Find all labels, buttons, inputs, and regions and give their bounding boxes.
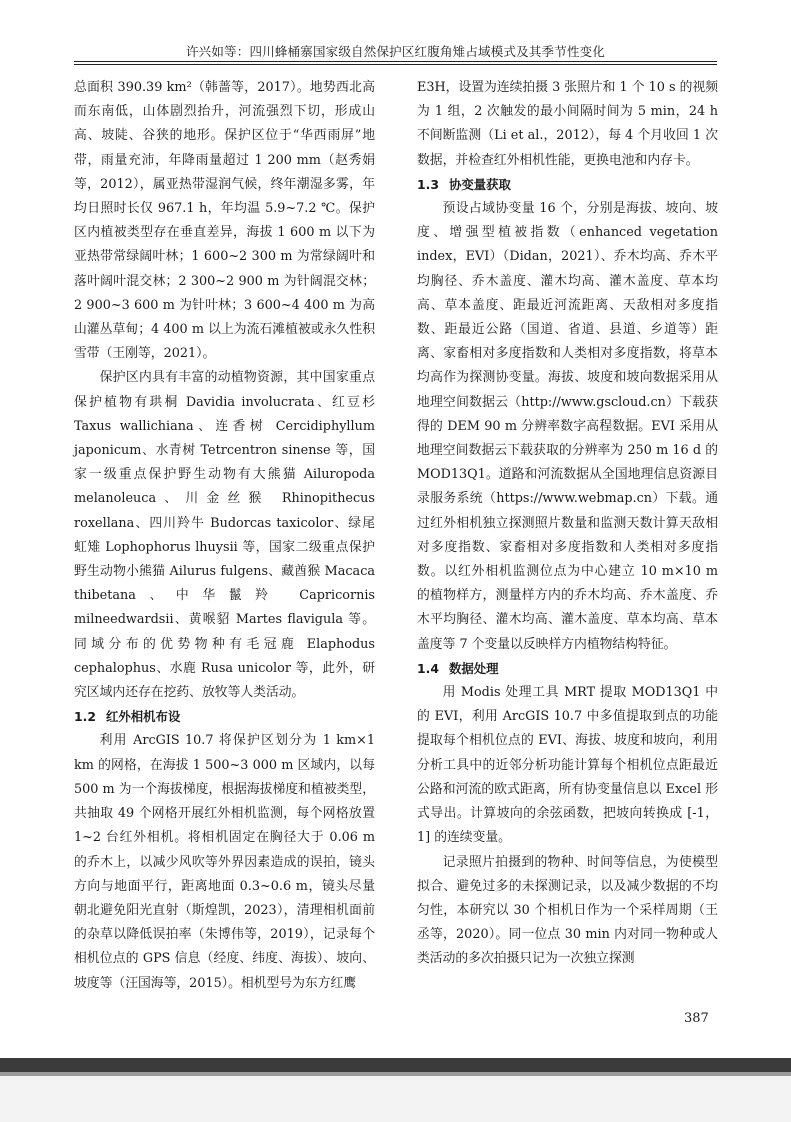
section-heading-1-3 xyxy=(417,173,718,197)
section-number: 1.2 xyxy=(74,709,96,725)
running-title: 许兴如等：四川蜂桶寨国家级自然保护区红腹角雉占域模式及其季节性变化 xyxy=(185,44,606,59)
page-number: 387 xyxy=(684,1011,709,1026)
viewer-bottom-edge xyxy=(0,1072,791,1076)
section-number: 1.3 xyxy=(417,176,439,192)
paragraph-sampling-period: 记录照片拍摄到的物种、时间等信息，为使模型拟合、避免过多的未探测记录，以及减少数据的不均匀性，本研究以 30 个相机日作为一个采样周期（王丞等，2020）。同一位点 30 min 内对同一物种或人类活动的多次拍摄只记为一次独立探测 xyxy=(417,854,718,967)
viewer-bottom-bar xyxy=(0,1058,791,1072)
section-title: 红外相机布设 xyxy=(106,709,181,725)
paragraph-camera-settings: E3H，设置为连续拍摄 3 张照片和 1 个 10 s 的视频为 1 组，2 次触发的最小间隔时间为 5 min，24 h 不间断监测（Li et al.，2012），每 4 个月收回 1 次数据，并检查红外相机性能，更换电池和内存卡。 xyxy=(417,80,719,168)
left-column xyxy=(74,76,375,996)
header-rule-thick xyxy=(74,61,717,62)
paragraph-fauna-flora: 保护区内具有丰富的动植物资源，其中国家重点保护植物有珙桐 Davidia involucrata、红豆杉 Taxus wallichiana、连香树 Cercidiphyllum japonicum、水青树 Tetrcentron sinense 等，国家一级重点保护野生动物有大熊猫 Ailuropoda melanoleuca、川金丝猴 Rhinopithecus roxellana、四川羚牛 Budorcas taxicolor、绿尾虹雉 Lophophorus lhuysii 等，国家二级重点保护野生动物小熊猫 Ailurus fulgens、藏酋猴 Macaca thibetana、中华鬣羚 Capricornis milneedwardsii、黄喉貂 Martes flavigula 等。同域分布的优势物种有毛冠鹿 Elaphodus cephalophus、水鹿 Rusa unicolor 等，此外，研究区域内还存在挖药、放牧等人类活动。 xyxy=(74,370,375,701)
paragraph-covariates: 预设占域协变量 16 个，分别是海拔、坡向、坡度、增强型植被指数（enhanced vegetation index，EVI）（Didan，2021）、乔木均高、乔木平均胸径、乔木盖度、灌木均高、灌木盖度、草本均高、草本盖度、距最近河流距离、天敌相对多度指数、距最近公路（国道、省道、县道、乡道等）距离、家畜相对多度指数和人类相对多度指数，将草本均高作为探测协变量。海拔、坡度和坡向数据采用从地理空间数据云（http://www.gscloud.cn）下载获得的 DEM 90 m 分辨率数字高程数据。EVI 采用从地理空间数据云下载获取的分辨率为 250 m 16 d 的 MOD13Q1。道路和河流数据从全国地理信息资源目录服务系统（https://www.webmap.cn）下载。通过红外相机独立探测照片数量和监测天数计算天敌相对多度指数、家畜相对多度指数和人类相对多度指数。以红外相机监测位点为中心建立 10 m×10 m 的植物样方，测量样方内的乔木均高、乔木盖度、乔木平均胸径、灌木均高、灌木盖度、草本均高、草本盖度等 7 个变量以反映样方内植物结构特征。 xyxy=(417,201,718,652)
section-heading-1-2 xyxy=(74,705,375,729)
section-title: 协变量获取 xyxy=(449,176,511,192)
paragraph-data-processing: 用 Modis 处理工具 MRT 提取 MOD13Q1 中的 EVI，利用 ArcGIS 10.7 中多值提取到点的功能提取每个相机位点的 EVI、海拔、坡度和坡向，利用分析工具中的近邻分析功能计算每个相机位点距最近公路和河流的欧式距离，所有协变量信息以 Excel 形式导出。计算坡向的余弦函数，把坡向转换成 [-1，1] 的连续变量。 xyxy=(417,685,718,846)
paragraph-study-area: 总面积 390.39 km²（韩蔷等，2017）。地势西北高而东南低，山体剧烈抬升，河流强烈下切，形成山高、坡陡、谷狭的地形。保护区位于“华西雨屏”地带，雨量充沛，年降雨量超过 1 200 mm（赵秀娟等，2012），属亚热带湿润气候，终年潮湿多雾，年均日照时长仅 967.1 h，年均温 5.9~7.2 ℃。保护区内植被类型存在垂直差异，海拔 1 600 m 以下为亚热带常绿阔叶林；1 600~2 300 m 为常绿阔叶和落叶阔叶混交林；2 300~2 900 m 为针阔混交林；2 900~3 600 m 为针叶林；3 600~4 400 m 为高山灌丛草甸；4 400 m 以上为流石滩植被或永久性积雪带（王刚等，2021）。 xyxy=(74,80,375,362)
section-number: 1.4 xyxy=(417,660,439,676)
section-heading-1-4 xyxy=(417,657,718,681)
right-column xyxy=(417,76,718,972)
paragraph-camera-setup: 利用 ArcGIS 10.7 将保护区划分为 1 km×1 km 的网格，在海拔 1 500~3 000 m 区域内，以每 500 m 为一个海拔梯度，根据海拔梯度和植被类型，共抽取 49 个网格开展红外相机监测，每个网格放置 1~2 台红外相机。将相机固定在胸径大于 0.06 m 的乔木上，以减少风吹等外界因素造成的误拍，镜头方向与地面平行，距离地面 0.3~0.6 m，镜头尽量朝北避免阳光直射（斯煌凯，2023），清理相机面前的杂草以降低误拍率（朱博伟等，2019），记录每个相机位点的 GPS 信息（经度、纬度、海拔）、坡向、坡度等（汪国海等，2015）。相机型号为东方红鹰 xyxy=(74,733,375,991)
section-title: 数据处理 xyxy=(449,660,499,676)
header-rule-thin xyxy=(74,64,717,65)
